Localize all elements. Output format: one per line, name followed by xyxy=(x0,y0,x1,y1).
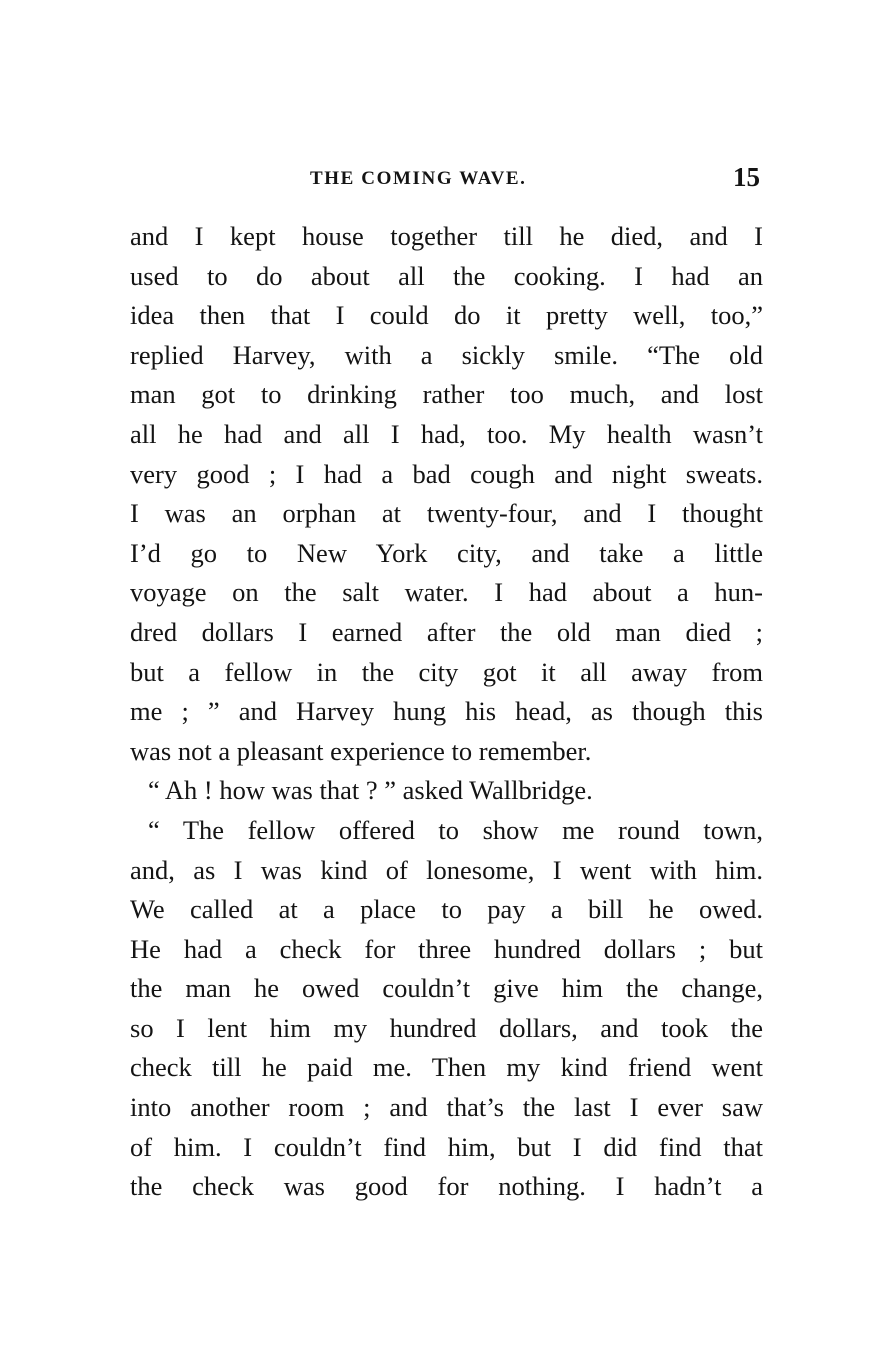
text-line: replied Harvey, with a sickly smile. “The old xyxy=(130,339,763,370)
text-line: into another room ; and that’s the last I ever saw xyxy=(130,1092,763,1123)
text-line: He had a check for three hundred dollars ; but xyxy=(130,933,763,964)
text-line: used to do about all the cooking. I had an xyxy=(130,260,763,291)
text-line: I’d go to New York city, and take a little xyxy=(130,537,763,568)
text-line: dred dollars I earned after the old man died ; xyxy=(130,616,763,647)
text-line: voyage on the salt water. I had about a hun- xyxy=(130,577,763,608)
text-line: man got to drinking rather too much, and lost xyxy=(130,379,763,410)
text-line: all he had and all I had, too. My health wasn’t xyxy=(130,418,763,449)
text-line: of him. I couldn’t find him, but I did find that xyxy=(130,1131,763,1162)
text-line: and I kept house together till he died, and I xyxy=(130,221,763,251)
running-title: THE COMING WAVE. xyxy=(310,168,527,189)
body-text xyxy=(130,217,763,1207)
text-line: the check was good for nothing. I hadn’t a xyxy=(130,1171,763,1202)
text-line: check till he paid me. Then my kind friend went xyxy=(130,1052,763,1083)
text-line: I was an orphan at twenty-four, and I thought xyxy=(130,498,763,529)
text-line: We called at a place to pay a bill he owed. xyxy=(130,894,763,925)
text-line: so I lent him my hundred dollars, and took the xyxy=(130,1012,763,1043)
text-line: very good ; I had a bad cough and night sweats. xyxy=(130,458,763,489)
text-line: me ; ” and Harvey hung his head, as though this xyxy=(130,696,763,727)
text-line: “ The fellow offered to show me round town, xyxy=(148,814,763,845)
text-line: the man he owed couldn’t give him the change, xyxy=(130,973,763,1004)
text-line: but a fellow in the city got it all away from xyxy=(130,656,763,687)
page-number: 15 xyxy=(733,162,760,192)
text-line: was not a pleasant experience to remember. xyxy=(130,735,592,766)
text-line: “ Ah ! how was that ? ” asked Wallbridge. xyxy=(148,775,593,806)
running-head xyxy=(0,162,883,194)
text-line: idea then that I could do it pretty well, too,” xyxy=(130,300,763,331)
text-line: and, as I was kind of lonesome, I went with him. xyxy=(130,854,763,885)
